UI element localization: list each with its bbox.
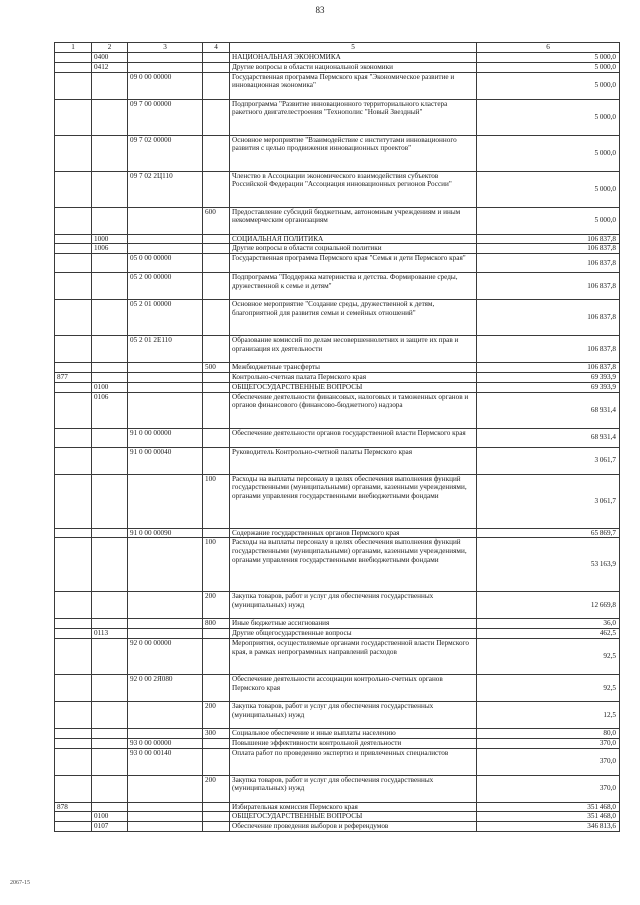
ministry-code-cell: [55, 474, 92, 528]
section-code-cell: [92, 99, 128, 135]
ministry-code-cell: [55, 254, 92, 273]
item-name-cell: Оплата работ по проведению экспертиз и привлеченных специалистов: [230, 748, 477, 775]
section-code-cell: [92, 72, 128, 99]
item-name-cell: Другие вопросы в области социальной политики: [230, 244, 477, 254]
section-code-cell: [92, 372, 128, 382]
amount-cell: 106 837,8: [477, 244, 620, 254]
table-row: [55, 674, 620, 701]
target-article-cell: 09 7 02 2Ц110: [128, 171, 203, 207]
ministry-code-cell: [55, 428, 92, 447]
ministry-code-cell: [55, 822, 92, 832]
section-code-cell: 0113: [92, 629, 128, 639]
item-name-cell: Закупка товаров, работ и услуг для обеспечения государственных (муниципальных) нужд: [230, 592, 477, 619]
target-article-cell: 09 0 00 00000: [128, 72, 203, 99]
ministry-code-cell: [55, 273, 92, 300]
section-code-cell: [92, 674, 128, 701]
section-code-cell: [92, 273, 128, 300]
expense-type-cell: [203, 447, 230, 474]
target-article-cell: 05 2 01 00000: [128, 300, 203, 336]
header-col-5: 5: [230, 43, 477, 53]
header-row: [55, 43, 620, 53]
item-name-cell: Контрольно-счетная палата Пермского края: [230, 372, 477, 382]
target-article-cell: [128, 234, 203, 244]
table-row: [55, 728, 620, 738]
header-col-6: 6: [477, 43, 620, 53]
expense-type-cell: [203, 822, 230, 832]
section-code-cell: [92, 738, 128, 748]
section-code-cell: 0400: [92, 53, 128, 63]
expense-type-cell: 300: [203, 728, 230, 738]
amount-cell: 65 869,7: [477, 528, 620, 538]
expense-type-cell: 200: [203, 775, 230, 802]
ministry-code-cell: [55, 775, 92, 802]
table-row: [55, 62, 620, 72]
item-name-cell: Избирательная комиссия Пермского края: [230, 802, 477, 812]
table-row: [55, 538, 620, 592]
table-row: [55, 273, 620, 300]
amount-cell: 12,5: [477, 701, 620, 728]
amount-cell: 53 163,9: [477, 538, 620, 592]
item-name-cell: Государственная программа Пермского края "Экономическое развитие и инновационная экономика": [230, 72, 477, 99]
target-article-cell: 91 0 00 00040: [128, 447, 203, 474]
table-row: [55, 748, 620, 775]
item-name-cell: Основное мероприятие "Создание среды, дружественной к детям, благоприятной для развития семьи и семейных отношений": [230, 300, 477, 336]
expense-type-cell: [203, 336, 230, 363]
amount-cell: 106 837,8: [477, 336, 620, 363]
table-row: [55, 363, 620, 373]
ministry-code-cell: [55, 447, 92, 474]
expense-type-cell: [203, 638, 230, 674]
table-row: [55, 738, 620, 748]
item-name-cell: Повышение эффективности контрольной деятельности: [230, 738, 477, 748]
section-code-cell: [92, 474, 128, 528]
item-name-cell: Государственная программа Пермского края "Семья и дети Пермского края": [230, 254, 477, 273]
target-article-cell: [128, 619, 203, 629]
amount-cell: 346 813,6: [477, 822, 620, 832]
target-article-cell: [128, 701, 203, 728]
item-name-cell: Руководитель Контрольно-счетной палаты Пермского края: [230, 447, 477, 474]
section-code-cell: 0412: [92, 62, 128, 72]
header-col-1: 1: [55, 43, 92, 53]
target-article-cell: 09 7 00 00000: [128, 99, 203, 135]
amount-cell: 370,0: [477, 738, 620, 748]
item-name-cell: СОЦИАЛЬНАЯ ПОЛИТИКА: [230, 234, 477, 244]
expense-type-cell: [203, 62, 230, 72]
item-name-cell: Другие общегосударственные вопросы: [230, 629, 477, 639]
table-row: [55, 207, 620, 234]
target-article-cell: 05 0 00 00000: [128, 254, 203, 273]
section-code-cell: [92, 775, 128, 802]
item-name-cell: Мероприятия, осуществляемые органами государственной власти Пермского края, в рамках непрограммных направлений расходов: [230, 638, 477, 674]
table-row: [55, 171, 620, 207]
target-article-cell: [128, 207, 203, 234]
section-code-cell: 0100: [92, 812, 128, 822]
amount-cell: 5 000,0: [477, 62, 620, 72]
table-row: [55, 392, 620, 428]
section-code-cell: [92, 300, 128, 336]
table-row: [55, 775, 620, 802]
expense-type-cell: [203, 674, 230, 701]
ministry-code-cell: [55, 336, 92, 363]
amount-cell: 92,5: [477, 674, 620, 701]
ministry-code-cell: [55, 538, 92, 592]
section-code-cell: 1000: [92, 234, 128, 244]
target-article-cell: [128, 629, 203, 639]
expense-type-cell: [203, 738, 230, 748]
expense-type-cell: [203, 135, 230, 171]
item-name-cell: Расходы на выплаты персоналу в целях обеспечения выполнения функций государственными (муниципальными) органами, казенными учреждениями, органами управления государственными внебюджетными фондами: [230, 474, 477, 528]
target-article-cell: [128, 62, 203, 72]
expense-type-cell: [203, 392, 230, 428]
table-row: [55, 474, 620, 528]
expense-type-cell: [203, 802, 230, 812]
section-code-cell: 0107: [92, 822, 128, 832]
header-col-4: 4: [203, 43, 230, 53]
table-row: [55, 254, 620, 273]
expense-type-cell: 100: [203, 474, 230, 528]
item-name-cell: Основное мероприятие "Взаимодействие с институтами инновационного развития с целью продвижения инновационных проектов": [230, 135, 477, 171]
item-name-cell: Социальное обеспечение и иные выплаты населению: [230, 728, 477, 738]
header-col-3: 3: [128, 43, 203, 53]
target-article-cell: 91 0 00 00000: [128, 428, 203, 447]
ministry-code-cell: 877: [55, 372, 92, 382]
target-article-cell: 09 7 02 00000: [128, 135, 203, 171]
item-name-cell: Образование комиссий по делам несовершеннолетних и защите их прав и организация их деятельности: [230, 336, 477, 363]
section-code-cell: [92, 254, 128, 273]
expense-type-cell: [203, 382, 230, 392]
target-article-cell: 05 2 01 2Е110: [128, 336, 203, 363]
amount-cell: 351 468,0: [477, 812, 620, 822]
ministry-code-cell: [55, 638, 92, 674]
table-row: [55, 300, 620, 336]
item-name-cell: Закупка товаров, работ и услуг для обеспечения государственных (муниципальных) нужд: [230, 775, 477, 802]
expense-type-cell: 200: [203, 701, 230, 728]
item-name-cell: Обеспечение деятельности органов государственной власти Пермского края: [230, 428, 477, 447]
item-name-cell: Расходы на выплаты персоналу в целях обеспечения выполнения функций государственными (муниципальными) органами, казенными учреждениями, органами управления государственными внебюджетными фондами: [230, 538, 477, 592]
table-row: [55, 336, 620, 363]
expense-type-cell: [203, 372, 230, 382]
table-row: [55, 802, 620, 812]
item-name-cell: ОБЩЕГОСУДАРСТВЕННЫЕ ВОПРОСЫ: [230, 812, 477, 822]
item-name-cell: Содержание государственных органов Пермского края: [230, 528, 477, 538]
budget-table: [54, 42, 620, 832]
target-article-cell: [128, 382, 203, 392]
ministry-code-cell: [55, 135, 92, 171]
table-row: [55, 812, 620, 822]
ministry-code-cell: [55, 738, 92, 748]
amount-cell: 69 393,9: [477, 382, 620, 392]
section-code-cell: 0100: [92, 382, 128, 392]
expense-type-cell: [203, 300, 230, 336]
target-article-cell: 91 0 00 00090: [128, 528, 203, 538]
target-article-cell: [128, 812, 203, 822]
ministry-code-cell: [55, 53, 92, 63]
section-code-cell: [92, 447, 128, 474]
expense-type-cell: [203, 748, 230, 775]
expense-type-cell: [203, 53, 230, 63]
item-name-cell: ОБЩЕГОСУДАРСТВЕННЫЕ ВОПРОСЫ: [230, 382, 477, 392]
amount-cell: 5 000,0: [477, 135, 620, 171]
target-article-cell: 93 0 00 00000: [128, 738, 203, 748]
table-row: [55, 244, 620, 254]
target-article-cell: [128, 474, 203, 528]
page-number: 83: [315, 5, 325, 15]
expense-type-cell: 500: [203, 363, 230, 373]
item-name-cell: Подпрограмма "Поддержка материнства и детства. Формирование среды, дружественной к семье и детям": [230, 273, 477, 300]
table-row: [55, 135, 620, 171]
section-code-cell: [92, 538, 128, 592]
expense-type-cell: 600: [203, 207, 230, 234]
table-row: [55, 629, 620, 639]
item-name-cell: Подпрограмма "Развитие инновационного территориального кластера ракетного двигателестроения "Технополис "Новый Звездный": [230, 99, 477, 135]
expense-type-cell: [203, 254, 230, 273]
amount-cell: 351 468,0: [477, 802, 620, 812]
section-code-cell: [92, 135, 128, 171]
expense-type-cell: [203, 812, 230, 822]
amount-cell: 3 061,7: [477, 474, 620, 528]
footer-code: 2067-15: [10, 880, 30, 886]
section-code-cell: [92, 363, 128, 373]
table-row: [55, 528, 620, 538]
amount-cell: 12 669,8: [477, 592, 620, 619]
ministry-code-cell: [55, 363, 92, 373]
item-name-cell: Закупка товаров, работ и услуг для обеспечения государственных (муниципальных) нужд: [230, 701, 477, 728]
expense-type-cell: 800: [203, 619, 230, 629]
section-code-cell: 1006: [92, 244, 128, 254]
target-article-cell: [128, 363, 203, 373]
expense-type-cell: [203, 99, 230, 135]
item-name-cell: Обеспечение деятельности финансовых, налоговых и таможенных органов и органов финансового (финансово-бюджетного) надзора: [230, 392, 477, 428]
amount-cell: 5 000,0: [477, 207, 620, 234]
section-code-cell: [92, 528, 128, 538]
ministry-code-cell: [55, 748, 92, 775]
amount-cell: 5 000,0: [477, 99, 620, 135]
amount-cell: 106 837,8: [477, 254, 620, 273]
section-code-cell: [92, 638, 128, 674]
item-name-cell: Обеспечение деятельности ассоциации контрольно-счетных органов Пермского края: [230, 674, 477, 701]
expense-type-cell: [203, 528, 230, 538]
amount-cell: 92,5: [477, 638, 620, 674]
section-code-cell: [92, 748, 128, 775]
item-name-cell: Другие вопросы в области национальной экономики: [230, 62, 477, 72]
item-name-cell: Предоставление субсидий бюджетным, автономным учреждениям и иным некоммерческим организациям: [230, 207, 477, 234]
table-row: [55, 447, 620, 474]
amount-cell: 370,0: [477, 748, 620, 775]
amount-cell: 5 000,0: [477, 72, 620, 99]
amount-cell: 69 393,9: [477, 372, 620, 382]
amount-cell: 3 061,7: [477, 447, 620, 474]
amount-cell: 106 837,8: [477, 363, 620, 373]
ministry-code-cell: [55, 812, 92, 822]
expense-type-cell: [203, 629, 230, 639]
amount-cell: 106 837,8: [477, 300, 620, 336]
target-article-cell: [128, 728, 203, 738]
amount-cell: 462,5: [477, 629, 620, 639]
ministry-code-cell: [55, 207, 92, 234]
table-row: [55, 372, 620, 382]
section-code-cell: [92, 428, 128, 447]
ministry-code-cell: [55, 392, 92, 428]
ministry-code-cell: [55, 592, 92, 619]
amount-cell: 80,0: [477, 728, 620, 738]
ministry-code-cell: [55, 674, 92, 701]
target-article-cell: 92 0 00 00000: [128, 638, 203, 674]
expense-type-cell: [203, 171, 230, 207]
table-row: [55, 234, 620, 244]
amount-cell: 370,0: [477, 775, 620, 802]
section-code-cell: [92, 701, 128, 728]
ministry-code-cell: [55, 528, 92, 538]
table-row: [55, 382, 620, 392]
target-article-cell: [128, 775, 203, 802]
ministry-code-cell: [55, 171, 92, 207]
target-article-cell: [128, 538, 203, 592]
ministry-code-cell: [55, 629, 92, 639]
item-name-cell: Иные бюджетные ассигнования: [230, 619, 477, 629]
amount-cell: 36,0: [477, 619, 620, 629]
amount-cell: 106 837,8: [477, 234, 620, 244]
target-article-cell: [128, 822, 203, 832]
target-article-cell: 93 0 00 00140: [128, 748, 203, 775]
target-article-cell: [128, 802, 203, 812]
item-name-cell: Членство в Ассоциации экономического взаимодействия субъектов Российской Федерации "Ассоциация инновационных регионов России": [230, 171, 477, 207]
amount-cell: 68 931,4: [477, 392, 620, 428]
expense-type-cell: 200: [203, 592, 230, 619]
ministry-code-cell: [55, 728, 92, 738]
amount-cell: 68 931,4: [477, 428, 620, 447]
amount-cell: 106 837,8: [477, 273, 620, 300]
table-row: [55, 592, 620, 619]
ministry-code-cell: 878: [55, 802, 92, 812]
expense-type-cell: 100: [203, 538, 230, 592]
item-name-cell: Обеспечение проведения выборов и референдумов: [230, 822, 477, 832]
table-row: [55, 53, 620, 63]
section-code-cell: 0106: [92, 392, 128, 428]
expense-type-cell: [203, 273, 230, 300]
amount-cell: 5 000,0: [477, 171, 620, 207]
target-article-cell: 05 2 00 00000: [128, 273, 203, 300]
expense-type-cell: [203, 244, 230, 254]
target-article-cell: [128, 372, 203, 382]
item-name-cell: НАЦИОНАЛЬНАЯ ЭКОНОМИКА: [230, 53, 477, 63]
ministry-code-cell: [55, 300, 92, 336]
target-article-cell: [128, 592, 203, 619]
expense-type-cell: [203, 72, 230, 99]
ministry-code-cell: [55, 619, 92, 629]
table-row: [55, 701, 620, 728]
table-row: [55, 99, 620, 135]
ministry-code-cell: [55, 99, 92, 135]
ministry-code-cell: [55, 244, 92, 254]
section-code-cell: [92, 619, 128, 629]
target-article-cell: [128, 244, 203, 254]
item-name-cell: Межбюджетные трансферты: [230, 363, 477, 373]
table-row: [55, 619, 620, 629]
ministry-code-cell: [55, 701, 92, 728]
expense-type-cell: [203, 234, 230, 244]
section-code-cell: [92, 802, 128, 812]
table-row: [55, 428, 620, 447]
table-row: [55, 638, 620, 674]
target-article-cell: [128, 53, 203, 63]
ministry-code-cell: [55, 72, 92, 99]
table-row: [55, 822, 620, 832]
target-article-cell: 92 0 00 2Я080: [128, 674, 203, 701]
section-code-cell: [92, 171, 128, 207]
target-article-cell: [128, 392, 203, 428]
table-body: [55, 53, 620, 832]
header-col-2: 2: [92, 43, 128, 53]
section-code-cell: [92, 336, 128, 363]
ministry-code-cell: [55, 62, 92, 72]
table-row: [55, 72, 620, 99]
amount-cell: 5 000,0: [477, 53, 620, 63]
section-code-cell: [92, 728, 128, 738]
ministry-code-cell: [55, 382, 92, 392]
section-code-cell: [92, 592, 128, 619]
expense-type-cell: [203, 428, 230, 447]
ministry-code-cell: [55, 234, 92, 244]
section-code-cell: [92, 207, 128, 234]
